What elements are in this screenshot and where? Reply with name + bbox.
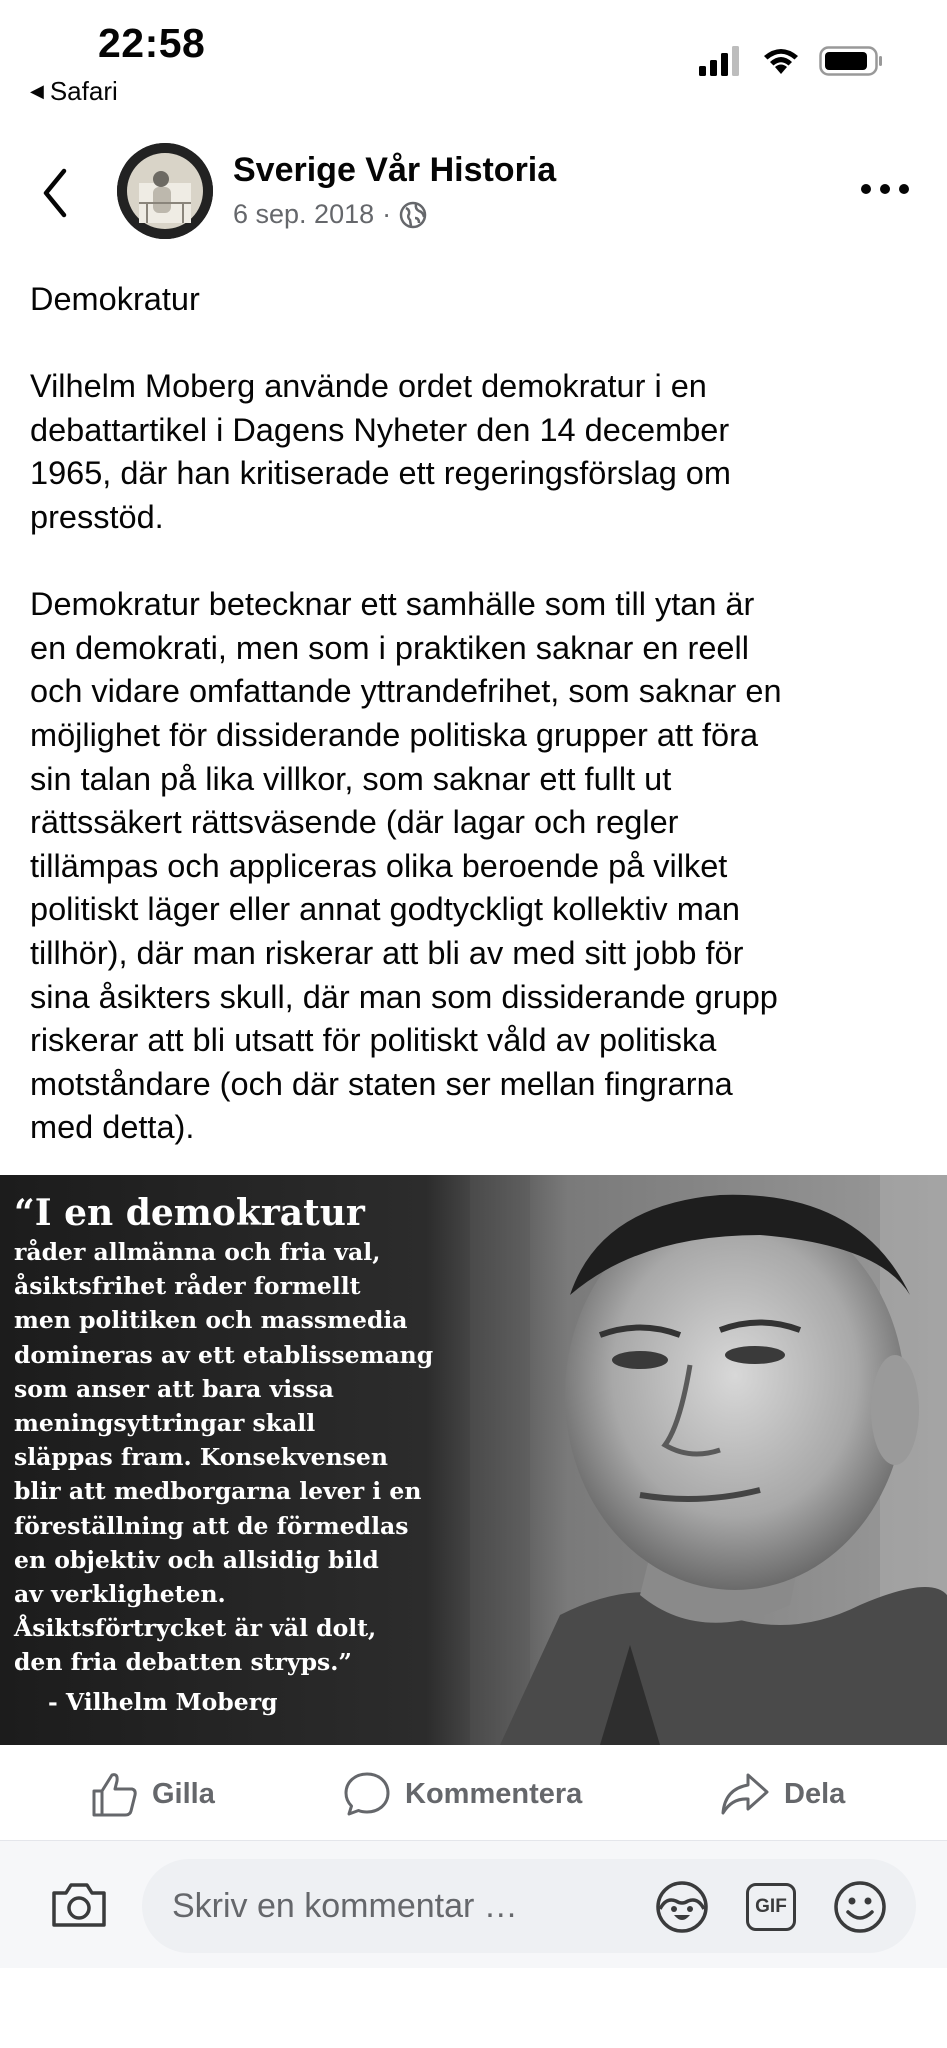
camera-icon[interactable] (50, 1881, 108, 1929)
quote-body: råder allmänna och fria val, åsiktsfrihet råder formellt men politiken och massmedia domineras av ett etablissemang som anser att bara vissa meningsyttringar skall släppas fram. Konsekvensen blir att medborgarna lever i en föreställning att de förmedlas en objektiv och allsidig bild av verkligheten. Åsiktsförtrycket är väl dolt, den fria debatten stryps.” (14, 1238, 434, 1677)
post-date[interactable]: 6 sep. 2018 (233, 199, 375, 229)
globe-icon (399, 201, 427, 229)
thumbs-up-icon (90, 1771, 138, 1817)
share-label: Dela (784, 1777, 846, 1810)
quote-overlay (14, 1191, 494, 1716)
comment-bar (0, 1840, 947, 1968)
post-text (30, 278, 920, 1193)
comment-placeholder: Skriv en kommentar … (172, 1887, 518, 1925)
page-avatar[interactable] (117, 143, 213, 239)
quote-heading: “I en demokratur (14, 1192, 365, 1234)
back-to-safari-link[interactable] (30, 76, 118, 107)
post-image[interactable] (0, 1175, 947, 1745)
back-chevron-icon[interactable] (36, 165, 76, 221)
battery-icon (819, 46, 883, 76)
dot-icon (861, 184, 871, 194)
back-app-label: Safari (49, 76, 118, 106)
post-meta (233, 199, 427, 230)
status-time: 22:58 (98, 20, 206, 66)
post-paragraph: Vilhelm Moberg använde ordet demokratur i en debattartikel i Dagens Nyheter den 14 december 1965, där han kritiserade ett regeringsförslag om presstöd. (30, 368, 731, 535)
back-triangle-icon: ◀ (30, 81, 44, 101)
dot-icon (880, 184, 890, 194)
comment-input[interactable] (142, 1859, 916, 1953)
comment-button[interactable] (343, 1771, 582, 1817)
dot-icon (899, 184, 909, 194)
page-name-link[interactable]: Sverige Vår Historia (233, 151, 557, 189)
post-paragraph: Demokratur (30, 281, 200, 317)
emoji-icon[interactable] (832, 1879, 888, 1935)
gif-label: GIF (755, 1896, 787, 1917)
avatar-image (117, 143, 213, 239)
meta-separator: · (382, 199, 392, 229)
gif-button[interactable] (746, 1883, 796, 1931)
post-header (0, 135, 947, 245)
like-label: Gilla (152, 1777, 215, 1810)
avatar-sticker-icon[interactable] (654, 1879, 710, 1935)
status-bar (0, 0, 947, 115)
share-button[interactable] (720, 1771, 845, 1817)
post-paragraph: Demokratur betecknar ett samhälle som till ytan är en demokrati, men som i praktiken saknar en reell och vidare omfattande yttrandefrihet, som saknar en möjlighet för dissiderande politiska grupper att föra sin talan på lika villkor, som saknar ett fullt ut rättssäkert rättsväsende (där lagar och regler tillämpas och appliceras olika beroende på vilket politiskt läger eller annat godtyckligt kollektiv man tillhör), där man riskerar att bli av med sitt jobb för sina åsikters skull, där man som dissiderande grupp riskerar att bli utsatt för politiskt våld av politiska motståndare (och där staten ser mellan fingrarna med detta). (30, 586, 782, 1146)
more-options-button[interactable] (861, 179, 909, 199)
comment-label: Kommentera (405, 1777, 583, 1810)
signal-icon (699, 46, 743, 76)
share-arrow-icon (720, 1771, 770, 1817)
comment-bubble-icon (343, 1771, 391, 1817)
quote-author: - Vilhelm Moberg (48, 1687, 278, 1716)
post-action-bar (0, 1748, 947, 1840)
like-button[interactable] (90, 1771, 215, 1817)
wifi-icon (761, 46, 801, 76)
status-icons (699, 46, 883, 76)
